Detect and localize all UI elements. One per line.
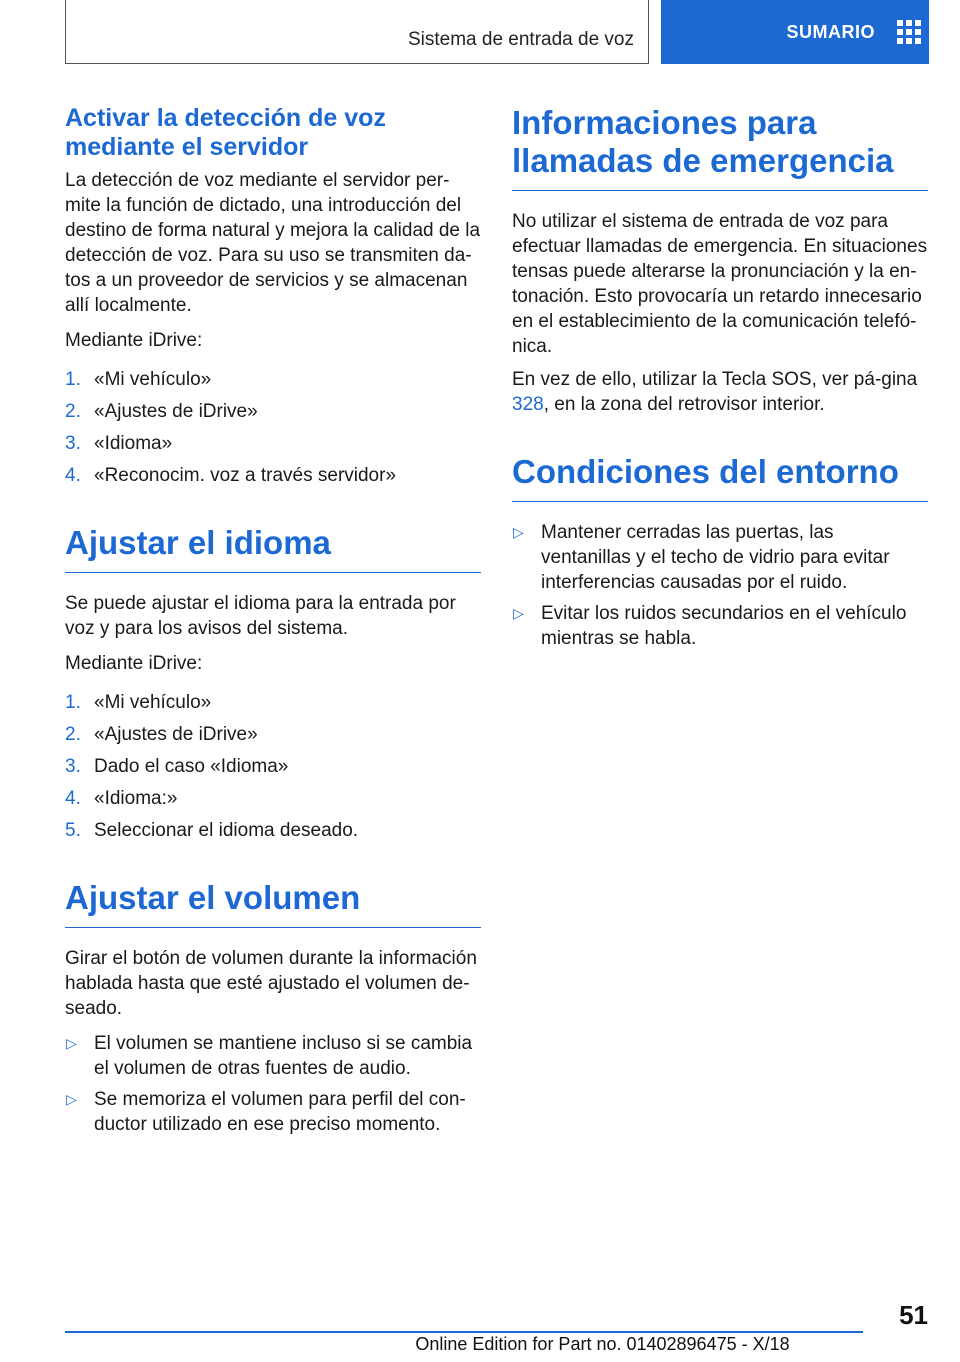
heading-environment: Condiciones del entorno bbox=[512, 453, 928, 502]
list-item: 4. «Reconocim. voz a través servidor» bbox=[65, 465, 397, 486]
list-item: ▷ Se memoriza el volumen para perfil del con-ductor utilizado en ese preciso momento. bbox=[66, 1089, 466, 1135]
section-title: Sistema de entrada de voz bbox=[65, 0, 649, 64]
heading-emergency-calls: Informaciones para llamadas de emergencia bbox=[512, 104, 928, 191]
list-item: 4. «Idioma:» bbox=[65, 788, 178, 809]
page-header bbox=[65, 0, 929, 66]
triangle-bullet-icon: ▷ bbox=[513, 524, 524, 540]
heading-set-volume: Ajustar el volumen bbox=[65, 879, 481, 928]
list-item: 2. «Ajustes de iDrive» bbox=[65, 724, 258, 745]
grid-icon bbox=[897, 20, 921, 44]
list-item: ▷ El volumen se mantiene incluso si se cambia el volumen de otras fuentes de audio. bbox=[66, 1033, 473, 1079]
sumario-button[interactable] bbox=[661, 0, 929, 64]
emergency-paragraph: No utilizar el sistema de entrada de voz para efectuar llamadas de emergencia. En situaciones tensas puede alterarse la pronunciación y la en-tonación. Esto provocaría un retardo innecesario en el establecimiento de la comunicación telefó-nica. bbox=[512, 211, 928, 357]
list-item: ▷ Mantener cerradas las puertas, las ventanillas y el techo de vidrio para evitar interferencias causadas por el ruido. bbox=[513, 522, 890, 593]
page-link[interactable]: 328 bbox=[512, 394, 544, 415]
list-item: 5. Seleccionar el idioma deseado. bbox=[65, 820, 359, 841]
server-voice-steps bbox=[65, 367, 481, 488]
heading-set-language: Ajustar el idioma bbox=[65, 524, 481, 573]
list-item: 1. «Mi vehículo» bbox=[65, 369, 212, 390]
language-paragraph: Se puede ajustar el idioma para la entrada por voz y para los avisos del sistema. bbox=[65, 593, 456, 639]
server-voice-paragraph: La detección de voz mediante el servidor per-mite la función de dictado, una introducción del destino de forma natural y mejora la calidad de la detección de voz. Para su uso se transmiten da-tos a un proveedor de servicios y se almacenan allí localmente. bbox=[65, 170, 481, 316]
sos-paragraph: En vez de ello, utilizar la Tecla SOS, ver pá-gina 328, en la zona del retrovisor interior. bbox=[512, 369, 918, 415]
heading-server-voice-detection: Activar la detección de voz mediante el servidor bbox=[65, 104, 386, 161]
triangle-bullet-icon: ▷ bbox=[513, 605, 524, 621]
list-item: 1. «Mi vehículo» bbox=[65, 692, 212, 713]
triangle-bullet-icon: ▷ bbox=[66, 1091, 77, 1107]
via-idrive-label: Mediante iDrive: bbox=[65, 330, 203, 351]
list-item: 3. «Idioma» bbox=[65, 433, 173, 454]
list-item: 2. «Ajustes de iDrive» bbox=[65, 401, 258, 422]
page-number: 51 bbox=[899, 1300, 928, 1330]
triangle-bullet-icon: ▷ bbox=[66, 1035, 77, 1051]
volume-bullets bbox=[65, 1031, 481, 1137]
right-column bbox=[512, 104, 928, 657]
environment-bullets bbox=[512, 520, 928, 651]
sumario-label: SUMARIO bbox=[786, 21, 875, 42]
language-steps bbox=[65, 690, 481, 843]
volume-paragraph: Girar el botón de volumen durante la información hablada hasta que esté ajustado el volumen de-seado. bbox=[65, 948, 477, 1019]
left-column bbox=[65, 104, 481, 1143]
footer-divider bbox=[65, 1331, 863, 1333]
list-item: 3. Dado el caso «Idioma» bbox=[65, 756, 289, 777]
footer-edition: Online Edition for Part no. 01402896475 - X/18 bbox=[415, 1334, 790, 1354]
via-idrive-label: Mediante iDrive: bbox=[65, 653, 203, 674]
list-item: ▷ Evitar los ruidos secundarios en el vehículo mientras se habla. bbox=[513, 603, 907, 649]
